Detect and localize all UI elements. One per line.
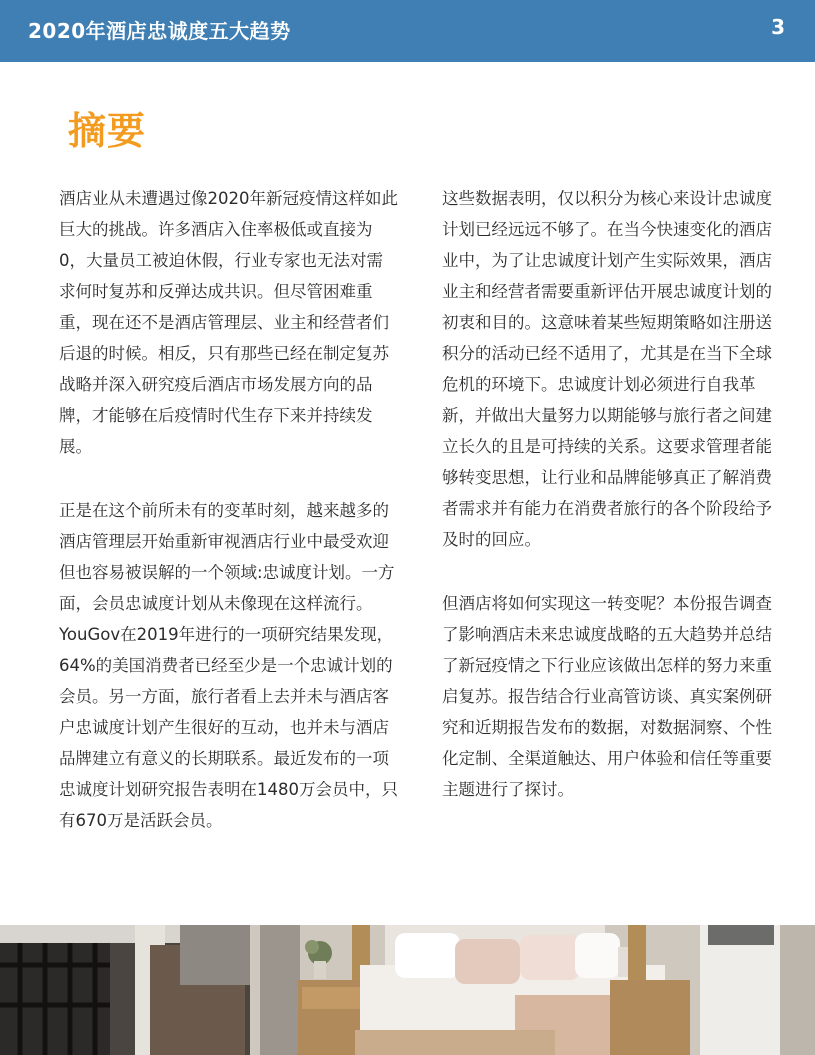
paragraph: 但酒店将如何实现这一转变呢？本份报告调查了影响酒店未来忠诚度战略的五大趋势并总结了新冠疫情之下行业应该做出怎样的努力来重启复苏。报告结合行业高管访谈、真实案例研究和近期报告发布的数据，对数据洞察、个性化定制、全渠道触达、用户体验和信任等重要主题进行了探讨。 — [442, 594, 772, 799]
paragraph: 这些数据表明，仅以积分为核心来设计忠诚度计划已经远远不够了。在当今快速变化的酒店业中，为了让忠诚度计划产生实际效果，酒店业主和经营者需要重新评估开展忠诚度计划的初衷和目的。这意味着某些短期策略如注册送积分的活动已经不适用了，尤其是在当下全球危机的环境下。忠诚度计划必须进行自我革新，并做出大量努力以期能够与旅行者之间建立长久的且是可持续的关系。这要求管理者能够转变思想，让行业和品牌能够真正了解消费者需求并有能力在消费者旅行的各个阶段给予及时的回应。 — [442, 189, 772, 549]
page-number: 3 — [771, 15, 785, 39]
left-column — [59, 183, 399, 869]
paragraph: 酒店业从未遭遇过像2020年新冠疫情这样如此巨大的挑战。许多酒店入住率极低或直接为0，大量员工被迫休假，行业专家也无法对需求何时复苏和反弹达成共识。但尽管困难重重，现在还不是酒店管理层、业主和经营者们后退的时候。相反，只有那些已经在制定复苏战略并深入研究疫后酒店市场发展方向的品牌，才能够在后疫情时代生存下来并持续发展。 — [59, 189, 398, 456]
hotel-room-photo — [0, 925, 815, 1055]
paragraph: 正是在这个前所未有的变革时刻，越来越多的酒店管理层开始重新审视酒店行业中最受欢迎但也容易被误解的一个领域:忠诚度计划。一方面，会员忠诚度计划从未像现在这样流行。YouGov在2019年进行的一项研究结果发现，64%的美国消费者已经至少是一个忠诚计划的会员。另一方面，旅行者看上去并未与酒店客户忠诚度计划产生很好的互动，也并未与酒店品牌建立有意义的长期联系。最近发布的一项忠诚度计划研究报告表明在1480万会员中，只有670万是活跃会员。 — [59, 501, 398, 830]
right-column — [442, 183, 782, 838]
report-title: 2020年酒店忠诚度五大趋势 — [28, 19, 291, 43]
page-header — [0, 0, 815, 62]
section-title: 摘要 — [68, 109, 147, 153]
